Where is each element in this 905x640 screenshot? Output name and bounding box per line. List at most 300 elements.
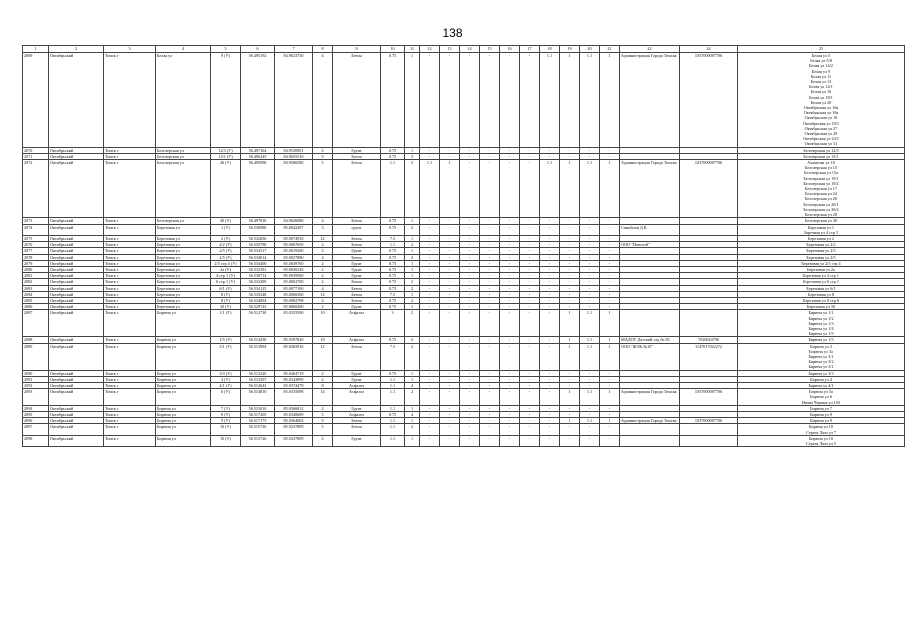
column-number-cell: 17 [520, 46, 540, 53]
longitude-cell: 84.9566580 [275, 160, 313, 218]
longitude-cell: 85.0039580 [275, 273, 313, 279]
owner-cell: Администрация Города Томска [620, 160, 680, 218]
col-16-cell: - [480, 370, 500, 376]
house-cell: 2/5 (У) [211, 254, 241, 260]
served-address: Белозерская ул 15а [804, 170, 838, 176]
served-address: Октябрьская ул 19/1 [803, 120, 839, 126]
col-13-cell: - [420, 279, 440, 285]
area-cell: 1.1 [381, 376, 405, 382]
col-17-cell: - [500, 153, 520, 159]
served-address: Октябрьская ул 18 [804, 115, 838, 121]
col-12-cell: 1 [405, 266, 420, 272]
district-cell: Октябрьский [49, 160, 104, 218]
house-cell: 9 (У) [211, 418, 241, 424]
col-15-cell: - [460, 224, 480, 235]
served-address: Бирюча ул 3/2 [808, 359, 834, 365]
col-22-cell: - [600, 291, 620, 297]
street-cell: Белая ул [156, 53, 211, 148]
served-address: Березовая ул 2/5 стр 4 [801, 260, 841, 266]
col-13-cell: - [420, 382, 440, 388]
column-number-cell: 1 [23, 46, 49, 53]
column-number-row [23, 46, 905, 53]
col-16-cell: - [480, 389, 500, 406]
col-14-cell: - [440, 424, 460, 435]
owner-cell: Администрация Города Томска [620, 53, 680, 148]
served-address: Белозерская ул 15 [805, 165, 837, 171]
house-cell: 1/1 (У) [211, 310, 241, 337]
row-number: 2097 [23, 424, 49, 435]
col-16-cell: - [480, 160, 500, 218]
col-12-cell: 2 [405, 224, 420, 235]
col-19-cell: 1.1 [540, 53, 560, 148]
area-cell: 0.75 [381, 147, 405, 153]
latitude-cell: 56.533348 [241, 291, 275, 297]
longitude-cell: 85.0337809 [275, 435, 313, 446]
col-21-cell: 1.1 [580, 310, 600, 337]
col-12-cell: 2 [405, 297, 420, 303]
area-cell: 1.1 [381, 389, 405, 406]
col-22-cell: 1 [600, 389, 620, 406]
container-count-cell: 2 [313, 273, 333, 279]
row-number: 2075 [23, 235, 49, 241]
street-cell: Березовая ул [156, 235, 211, 241]
city-cell: Томск г [104, 343, 156, 370]
col-19-cell: - [540, 337, 560, 343]
city-cell: Томск г [104, 147, 156, 153]
served-address: Белая ул 14/1 [809, 84, 833, 90]
col-12-cell: 2 [405, 424, 420, 435]
col-19-cell: - [540, 405, 560, 411]
surface-cell: грунт [333, 224, 381, 235]
latitude-cell: 56.517205 [241, 412, 275, 418]
district-cell: Октябрьский [49, 218, 104, 224]
surface-cell: Асфальт [333, 337, 381, 343]
surface-cell: Асфальт [333, 389, 381, 406]
area-cell: 0.75 [381, 370, 405, 376]
city-cell: Томск г [104, 370, 156, 376]
col-18-cell: - [520, 435, 540, 446]
col-13-cell: - [420, 218, 440, 224]
container-count-cell: 5 [313, 160, 333, 218]
served-address: Белая ул 13 [810, 79, 832, 85]
surface-cell: Бетон [333, 418, 381, 424]
col-17-cell: - [500, 254, 520, 260]
district-cell: Октябрьский [49, 412, 104, 418]
column-number-cell: 25 [738, 46, 905, 53]
column-number-cell: 14 [460, 46, 480, 53]
col-17-cell: - [500, 291, 520, 297]
col-20-cell: - [560, 435, 580, 446]
col-19-cell: - [540, 285, 560, 291]
col-17-cell: - [500, 53, 520, 148]
col-14-cell: - [440, 224, 460, 235]
latitude-cell: 56.533289 [241, 279, 275, 285]
served-address: Белая ул 20 [810, 99, 832, 105]
longitude-cell: 84.9536901 [275, 147, 313, 153]
col-20-cell: - [560, 297, 580, 303]
col-20-cell: - [560, 285, 580, 291]
city-cell: Томск г [104, 382, 156, 388]
district-cell: Октябрьский [49, 242, 104, 248]
col-21-cell: 1.1 [580, 418, 600, 424]
longitude-cell: 85.0049760 [275, 260, 313, 266]
latitude-cell: 56.534125 [241, 285, 275, 291]
street-cell: Бирюча ул [156, 418, 211, 424]
col-15-cell: - [460, 153, 480, 159]
col-17-cell: - [500, 242, 520, 248]
col-20-cell: 1 [560, 337, 580, 343]
col-13-cell: - [420, 266, 440, 272]
col-16-cell: - [480, 418, 500, 424]
street-cell: Бирюча ул [156, 412, 211, 418]
city-cell: Томск г [104, 224, 156, 235]
latitude-cell: 56.534014 [241, 254, 275, 260]
col-18-cell: - [520, 376, 540, 382]
registry-table [22, 45, 905, 447]
served-address: Белозерская ул 12/3 [803, 147, 839, 153]
served-address: Бирюча ул 9 [810, 418, 832, 424]
col-18-cell: - [520, 285, 540, 291]
served-addresses-cell [738, 389, 905, 406]
surface-cell: Грунт [333, 147, 381, 153]
city-cell: Томск г [104, 160, 156, 218]
container-count-cell: 10 [313, 337, 333, 343]
col-16-cell: - [480, 266, 500, 272]
col-16-cell: - [480, 424, 500, 435]
street-cell: Березовая ул [156, 248, 211, 254]
table-row [23, 389, 905, 406]
city-cell: Томск г [104, 273, 156, 279]
area-cell: 1.1 [381, 405, 405, 411]
district-cell: Октябрьский [49, 376, 104, 382]
district-cell: Октябрьский [49, 273, 104, 279]
col-22-cell: 1 [600, 337, 620, 343]
street-cell: Бирюча ул [156, 310, 211, 337]
longitude-cell: 85.0343899 [275, 376, 313, 382]
col-12-cell: 1 [405, 260, 420, 266]
col-17-cell: - [500, 370, 520, 376]
column-number-cell: 22 [620, 46, 680, 53]
house-cell: 2/5 (У) [211, 248, 241, 254]
col-20-cell: - [560, 291, 580, 297]
container-count-cell: 2 [313, 248, 333, 254]
col-13-cell: - [420, 147, 440, 153]
col-19-cell: 1.1 [540, 160, 560, 218]
col-16-cell: - [480, 242, 500, 248]
row-number: 2078 [23, 254, 49, 260]
city-cell: Томск г [104, 266, 156, 272]
col-15-cell: - [460, 418, 480, 424]
area-cell: 0.75 [381, 279, 405, 285]
served-addresses-cell [738, 310, 905, 337]
col-15-cell: - [460, 218, 480, 224]
served-address: Бирюча ул 3/3 [808, 370, 834, 376]
col-21-cell: - [580, 242, 600, 248]
row-number: 2095 [23, 412, 49, 418]
street-cell: Березовая ул [156, 297, 211, 303]
ogrn-cell [680, 424, 738, 435]
served-addresses-cell [738, 224, 905, 235]
latitude-cell: 56.534094 [241, 297, 275, 303]
column-number-cell: 9 [333, 46, 381, 53]
city-cell: Томск г [104, 297, 156, 303]
col-12-cell: 1 [405, 235, 420, 241]
served-address: Белая ул 16 [810, 89, 832, 95]
street-cell: Бирюча ул [156, 337, 211, 343]
surface-cell: Бетон [333, 53, 381, 148]
city-cell: Томск г [104, 279, 156, 285]
col-18-cell: - [520, 418, 540, 424]
col-18-cell: - [520, 218, 540, 224]
col-20-cell: - [560, 254, 580, 260]
col-17-cell: - [500, 412, 520, 418]
longitude-cell: 85.0027880 [275, 254, 313, 260]
column-number-cell: 24 [680, 46, 738, 53]
served-address: Октябрьская ул 16а [803, 110, 839, 116]
col-21-cell: - [580, 147, 600, 153]
col-12-cell: 4 [405, 412, 420, 418]
col-15-cell: - [460, 435, 480, 446]
latitude-cell: 56.497164 [241, 147, 275, 153]
ogrn-cell: 1147017022272 [680, 343, 738, 370]
col-15-cell: - [460, 279, 480, 285]
col-21-cell: - [580, 273, 600, 279]
col-15-cell: - [460, 291, 480, 297]
street-cell: Березовая ул [156, 260, 211, 266]
col-22-cell: - [600, 370, 620, 376]
row-number: 2085 [23, 297, 49, 303]
col-13-cell: - [420, 405, 440, 411]
row-number: 2083 [23, 285, 49, 291]
longitude-cell: 85.0042287 [275, 224, 313, 235]
table-row [23, 310, 905, 337]
col-13-cell: - [420, 435, 440, 446]
col-21-cell: - [580, 224, 600, 235]
col-15-cell: - [460, 260, 480, 266]
col-15-cell: - [460, 147, 480, 153]
col-21-cell: - [580, 424, 600, 435]
longitude-cell: 85.0082798 [275, 297, 313, 303]
area-cell: 1.1 [381, 418, 405, 424]
col-14-cell: - [440, 218, 460, 224]
house-cell: 6 (У) [211, 389, 241, 406]
served-address: Бирюча ул 4/1 [808, 382, 834, 388]
col-20-cell: - [560, 382, 580, 388]
longitude-cell: 85.0340609 [275, 412, 313, 418]
served-address: Заречная ул 4 стр 5 [803, 229, 839, 235]
street-cell: Бирюча ул [156, 376, 211, 382]
served-address: Березовая ул 6/1 [806, 285, 836, 291]
col-14-cell: - [440, 435, 460, 446]
row-number: 2070 [23, 147, 49, 153]
latitude-cell: 56.515010 [241, 405, 275, 411]
longitude-cell: 85.0060200 [275, 304, 313, 310]
col-15-cell: - [460, 254, 480, 260]
longitude-cell: 85.0355590 [275, 310, 313, 337]
house-cell: 2/5 стр 4 (У) [211, 260, 241, 266]
house-cell: 13/1 (У) [211, 153, 241, 159]
house-cell: 3/3 (У) [211, 370, 241, 376]
col-21-cell: - [580, 405, 600, 411]
registry-body [23, 46, 905, 447]
col-17-cell: - [500, 424, 520, 435]
owner-cell [620, 424, 680, 435]
latitude-cell: 56.496245 [241, 153, 275, 159]
col-20-cell: - [560, 273, 580, 279]
district-cell: Октябрьский [49, 254, 104, 260]
street-cell: Бирюча ул [156, 343, 211, 370]
col-18-cell: - [520, 382, 540, 388]
col-21-cell: - [580, 279, 600, 285]
col-14-cell: 1 [440, 160, 460, 218]
col-14-cell: - [440, 405, 460, 411]
owner-cell: ООО "ЖЭК №10" [620, 343, 680, 370]
city-cell: Томск г [104, 304, 156, 310]
col-22-cell: 1 [600, 418, 620, 424]
col-13-cell: - [420, 389, 440, 406]
col-22-cell: - [600, 260, 620, 266]
owner-cell: ООО "Новстой" [620, 242, 680, 248]
served-address: Белозерская ул 19/1 [803, 175, 839, 181]
col-12-cell: 1 [405, 435, 420, 446]
row-number: 2074 [23, 224, 49, 235]
city-cell: Томск г [104, 260, 156, 266]
col-13-cell: - [420, 418, 440, 424]
area-cell: 1.1 [381, 160, 405, 218]
street-cell: Белозерская ул [156, 160, 211, 218]
col-16-cell: - [480, 279, 500, 285]
container-count-cell: 12 [313, 291, 333, 297]
col-19-cell: - [540, 153, 560, 159]
col-14-cell: - [440, 147, 460, 153]
col-14-cell: - [440, 260, 460, 266]
col-15-cell: - [460, 297, 480, 303]
col-15-cell: - [460, 412, 480, 418]
row-number: 2098 [23, 435, 49, 446]
container-count-cell: 2 [313, 376, 333, 382]
col-12-cell: 1 [405, 370, 420, 376]
surface-cell: Бетон [333, 285, 381, 291]
col-15-cell: - [460, 424, 480, 435]
col-18-cell: - [520, 235, 540, 241]
col-12-cell: 1 [405, 147, 420, 153]
street-cell: Белозерская ул [156, 218, 211, 224]
container-count-cell: 5 [313, 412, 333, 418]
column-number-cell: 6 [241, 46, 275, 53]
city-cell: Томск г [104, 248, 156, 254]
district-cell: Октябрьский [49, 370, 104, 376]
district-cell: Октябрьский [49, 285, 104, 291]
house-cell: 7 (У) [211, 405, 241, 411]
col-19-cell: - [540, 310, 560, 337]
surface-cell: Грунт [333, 304, 381, 310]
col-16-cell: - [480, 285, 500, 291]
col-16-cell: - [480, 376, 500, 382]
col-16-cell: - [480, 310, 500, 337]
area-cell: 0.75 [381, 412, 405, 418]
district-cell: Октябрьский [49, 153, 104, 159]
ogrn-cell: 7020024796 [680, 337, 738, 343]
column-number-cell: 21 [600, 46, 620, 53]
col-12-cell: 2 [405, 279, 420, 285]
col-15-cell: - [460, 389, 480, 406]
table-row [23, 224, 905, 235]
district-cell: Октябрьский [49, 389, 104, 406]
row-number: 2076 [23, 242, 49, 248]
page-number: 138 [442, 26, 463, 40]
col-17-cell: - [500, 224, 520, 235]
col-22-cell: - [600, 235, 620, 241]
col-12-cell: 4 [405, 382, 420, 388]
col-18-cell: - [520, 279, 540, 285]
ogrn-cell [680, 435, 738, 446]
district-cell: Октябрьский [49, 266, 104, 272]
col-22-cell: - [600, 242, 620, 248]
district-cell: Октябрьский [49, 291, 104, 297]
col-15-cell: - [460, 235, 480, 241]
col-20-cell: - [560, 218, 580, 224]
longitude-cell: 85.0397820 [275, 337, 313, 343]
latitude-cell: 56.513994 [241, 343, 275, 370]
ogrn-cell [680, 224, 738, 235]
col-19-cell: - [540, 266, 560, 272]
col-19-cell: - [540, 389, 560, 406]
row-number: 2089 [23, 343, 49, 370]
district-cell: Октябрьский [49, 424, 104, 435]
district-cell: Октябрьский [49, 279, 104, 285]
row-number: 2077 [23, 248, 49, 254]
col-21-cell: - [580, 291, 600, 297]
longitude-cell: 85.0007659 [275, 242, 313, 248]
col-21-cell: - [580, 304, 600, 310]
latitude-cell: 56.512730 [241, 310, 275, 337]
col-21-cell: 1.1 [580, 337, 600, 343]
col-20-cell: 1 [560, 310, 580, 337]
container-count-cell: 8 [313, 382, 333, 388]
house-cell: 12/3 (У) [211, 147, 241, 153]
latitude-cell: 56.534317 [241, 248, 275, 254]
col-18-cell: - [520, 343, 540, 370]
area-cell: 0.75 [381, 153, 405, 159]
col-17-cell: - [500, 310, 520, 337]
col-18-cell: - [520, 273, 540, 279]
col-15-cell: - [460, 382, 480, 388]
col-17-cell: - [500, 248, 520, 254]
col-20-cell: - [560, 260, 580, 266]
served-address: Белозерская ул 24 [805, 191, 837, 197]
col-18-cell: - [520, 147, 540, 153]
table-row [23, 160, 905, 218]
served-address: Октябрьская ул 29 [804, 131, 838, 137]
col-16-cell: - [480, 297, 500, 303]
col-22-cell: 1 [600, 343, 620, 370]
longitude-cell: 85.0030220 [275, 266, 313, 272]
col-13-cell: - [420, 297, 440, 303]
col-15-cell: - [460, 53, 480, 148]
latitude-cell: 56.532650 [241, 235, 275, 241]
container-count-cell: 4 [313, 218, 333, 224]
col-19-cell: - [540, 435, 560, 446]
container-count-cell: 4 [313, 285, 333, 291]
row-number: 2088 [23, 337, 49, 343]
col-14-cell: - [440, 412, 460, 418]
col-21-cell: - [580, 153, 600, 159]
latitude-cell: 56.495090 [241, 160, 275, 218]
ogrn-cell: 1037000087706 [680, 389, 738, 406]
house-cell: 8 (У) [211, 291, 241, 297]
served-address: Березовая ул 2/5 [806, 254, 836, 260]
col-16-cell: - [480, 435, 500, 446]
